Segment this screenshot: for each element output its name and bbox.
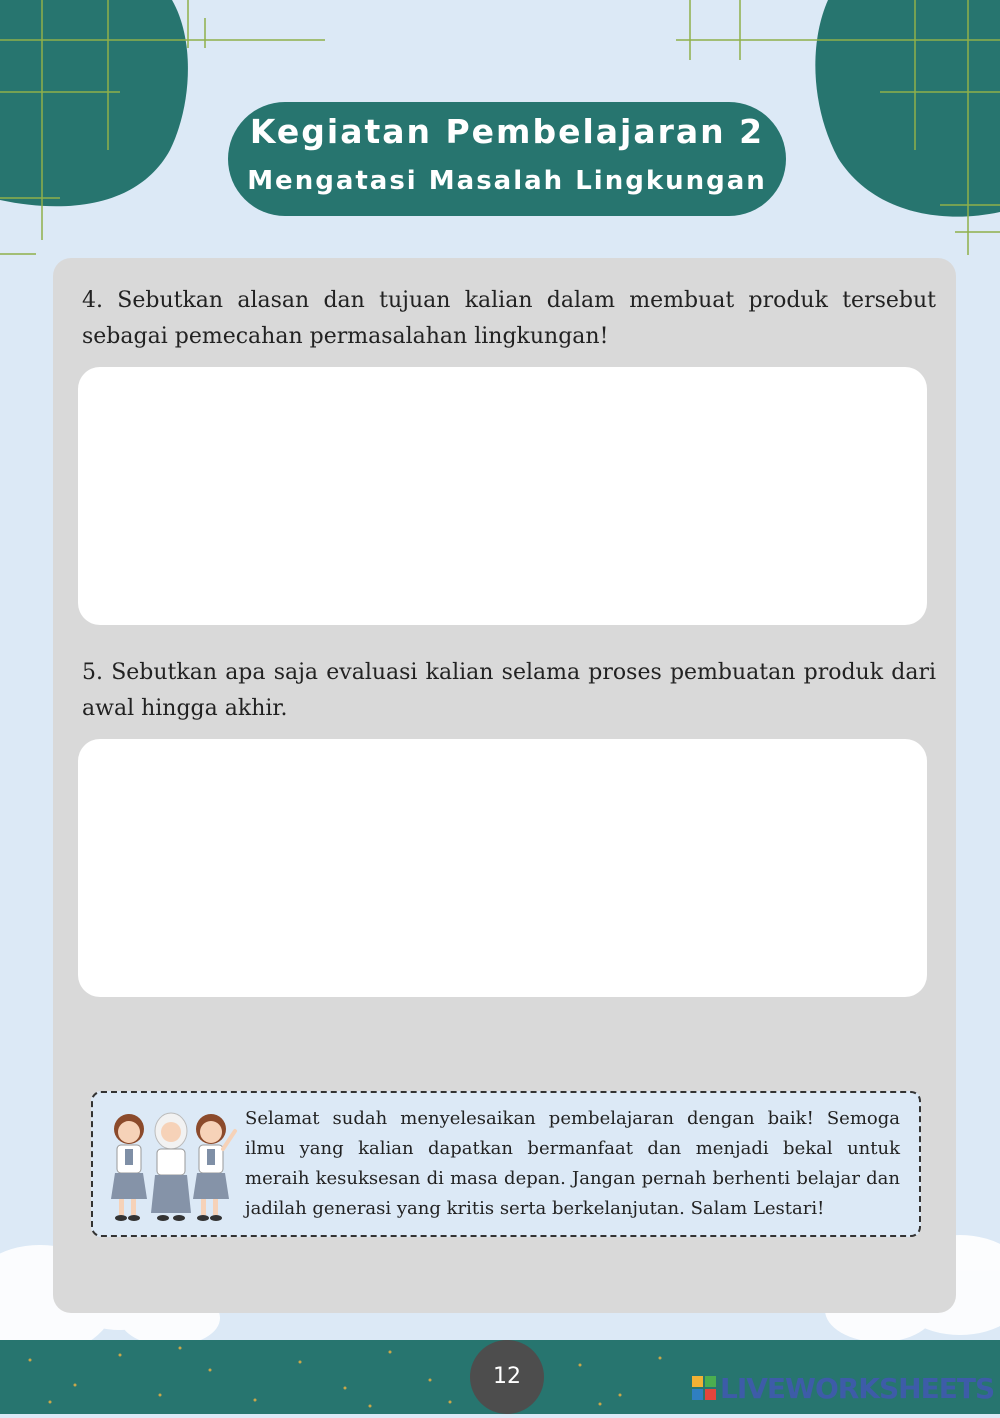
leaf-blob-right [815,0,1000,217]
question-4: 4. Sebutkan alasan dan tujuan kalian dalam membuat produk tersebut sebagai pemecahan permasalahan lingkungan! [82,288,936,349]
lesson-title-banner [228,102,786,216]
closing-message-text: Selamat sudah menyelesaikan pembelajaran dengan baik! Semoga ilmu yang kalian dapatkan bermanfaat dan menjadi bekal untuk meraih kesuksesan di masa depan. Jangan pernah berhenti belajar dan jadilah generasi yang kritis serta berkelanjutan. Salam Lestari! [245,1108,900,1219]
question-5: 5. Sebutkan apa saja evaluasi kalian selama proses pembuatan produk dari awal hingga akhir. [82,660,936,721]
student-right [193,1114,235,1221]
student-middle [151,1113,191,1221]
page-number: 12 [470,1340,544,1414]
answer-box-5[interactable] [78,739,927,997]
student-left [111,1114,147,1221]
liveworksheets-logo-icon [692,1376,716,1400]
leaf-blob-left [0,0,188,206]
brand-name: LIVEWORKSHEETS [720,1372,995,1405]
closing-message-box [91,1091,921,1237]
lesson-title: Kegiatan Pembelajaran 2 [249,112,765,151]
students-illustration [101,1101,241,1227]
answer-box-4[interactable] [78,367,927,625]
lesson-subtitle: Mengatasi Masalah Lingkungan [247,166,767,196]
